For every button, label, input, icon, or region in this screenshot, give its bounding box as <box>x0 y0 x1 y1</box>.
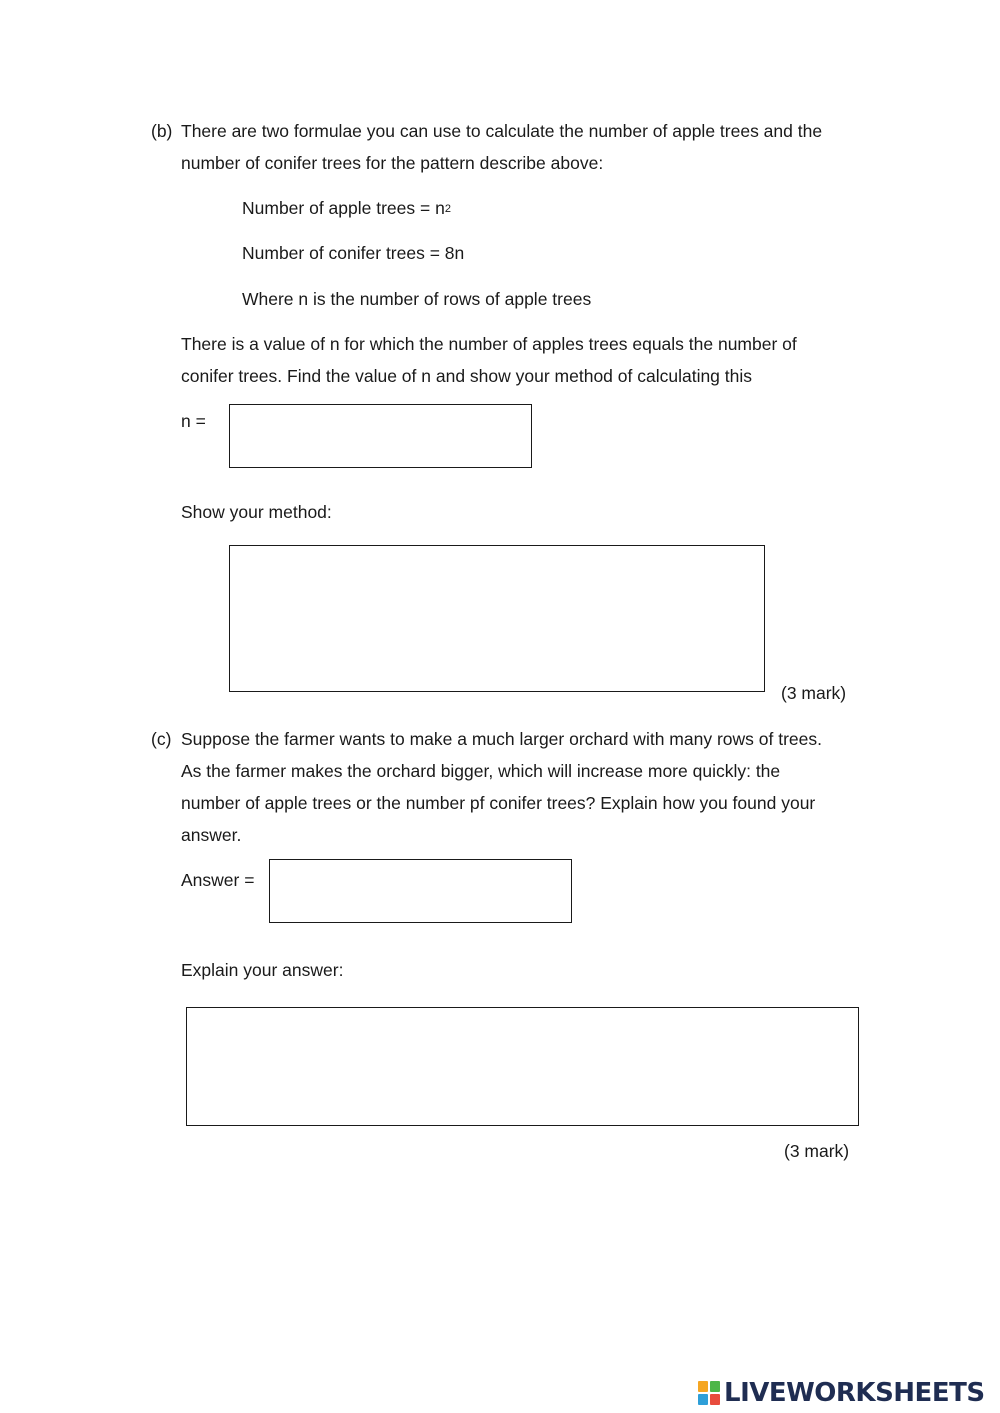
formula-where-text: Where n is the number of rows of apple trees <box>242 289 592 309</box>
part-c-line3: number of apple trees or the number pf conifer trees? Explain how you found your <box>181 793 816 813</box>
answer-label: Answer = <box>181 870 255 890</box>
part-b-intro-line1: There are two formulae you can use to calculate the number of apple trees and the <box>181 121 823 141</box>
logo-square-green <box>710 1381 720 1392</box>
n-answer-input[interactable] <box>229 404 532 468</box>
part-b-intro-line2: number of conifer trees for the pattern describe above: <box>181 153 604 173</box>
method-answer-input[interactable] <box>229 545 765 692</box>
part-b-marks: (3 mark) <box>781 683 847 703</box>
liveworksheets-logo <box>698 1377 985 1409</box>
part-b-question-line2: conifer trees. Find the value of n and show your method of calculating this <box>181 366 753 386</box>
logo-square-orange <box>698 1381 708 1392</box>
liveworksheets-logo-text: LIVEWORKSHEETS <box>724 1378 985 1408</box>
liveworksheets-logo-icon <box>698 1381 720 1405</box>
part-b-label: (b) <box>151 121 173 141</box>
formula-apple-exponent: 2 <box>444 203 451 215</box>
answer-input[interactable] <box>269 859 572 923</box>
part-b-question-line1: There is a value of n for which the number of apples trees equals the number of <box>181 334 797 354</box>
explain-answer-input[interactable] <box>186 1007 859 1126</box>
part-c-line2: As the farmer makes the orchard bigger, which will increase more quickly: the <box>181 761 781 781</box>
logo-square-blue <box>698 1394 708 1405</box>
part-c-line1: Suppose the farmer wants to make a much larger orchard with many rows of trees. <box>181 729 822 749</box>
logo-square-red <box>710 1394 720 1405</box>
explain-label: Explain your answer: <box>181 960 344 980</box>
part-c-marks: (3 mark) <box>784 1141 850 1161</box>
formula-apple-text: Number of apple trees = n <box>242 198 445 218</box>
formula-conifer-trees: Number of conifer trees = 8n <box>242 243 465 263</box>
part-c-label: (c) <box>151 729 172 749</box>
method-label: Show your method: <box>181 502 332 522</box>
n-label: n = <box>181 411 206 431</box>
part-c-line4: answer. <box>181 825 242 845</box>
formula-apple-trees <box>242 198 451 219</box>
